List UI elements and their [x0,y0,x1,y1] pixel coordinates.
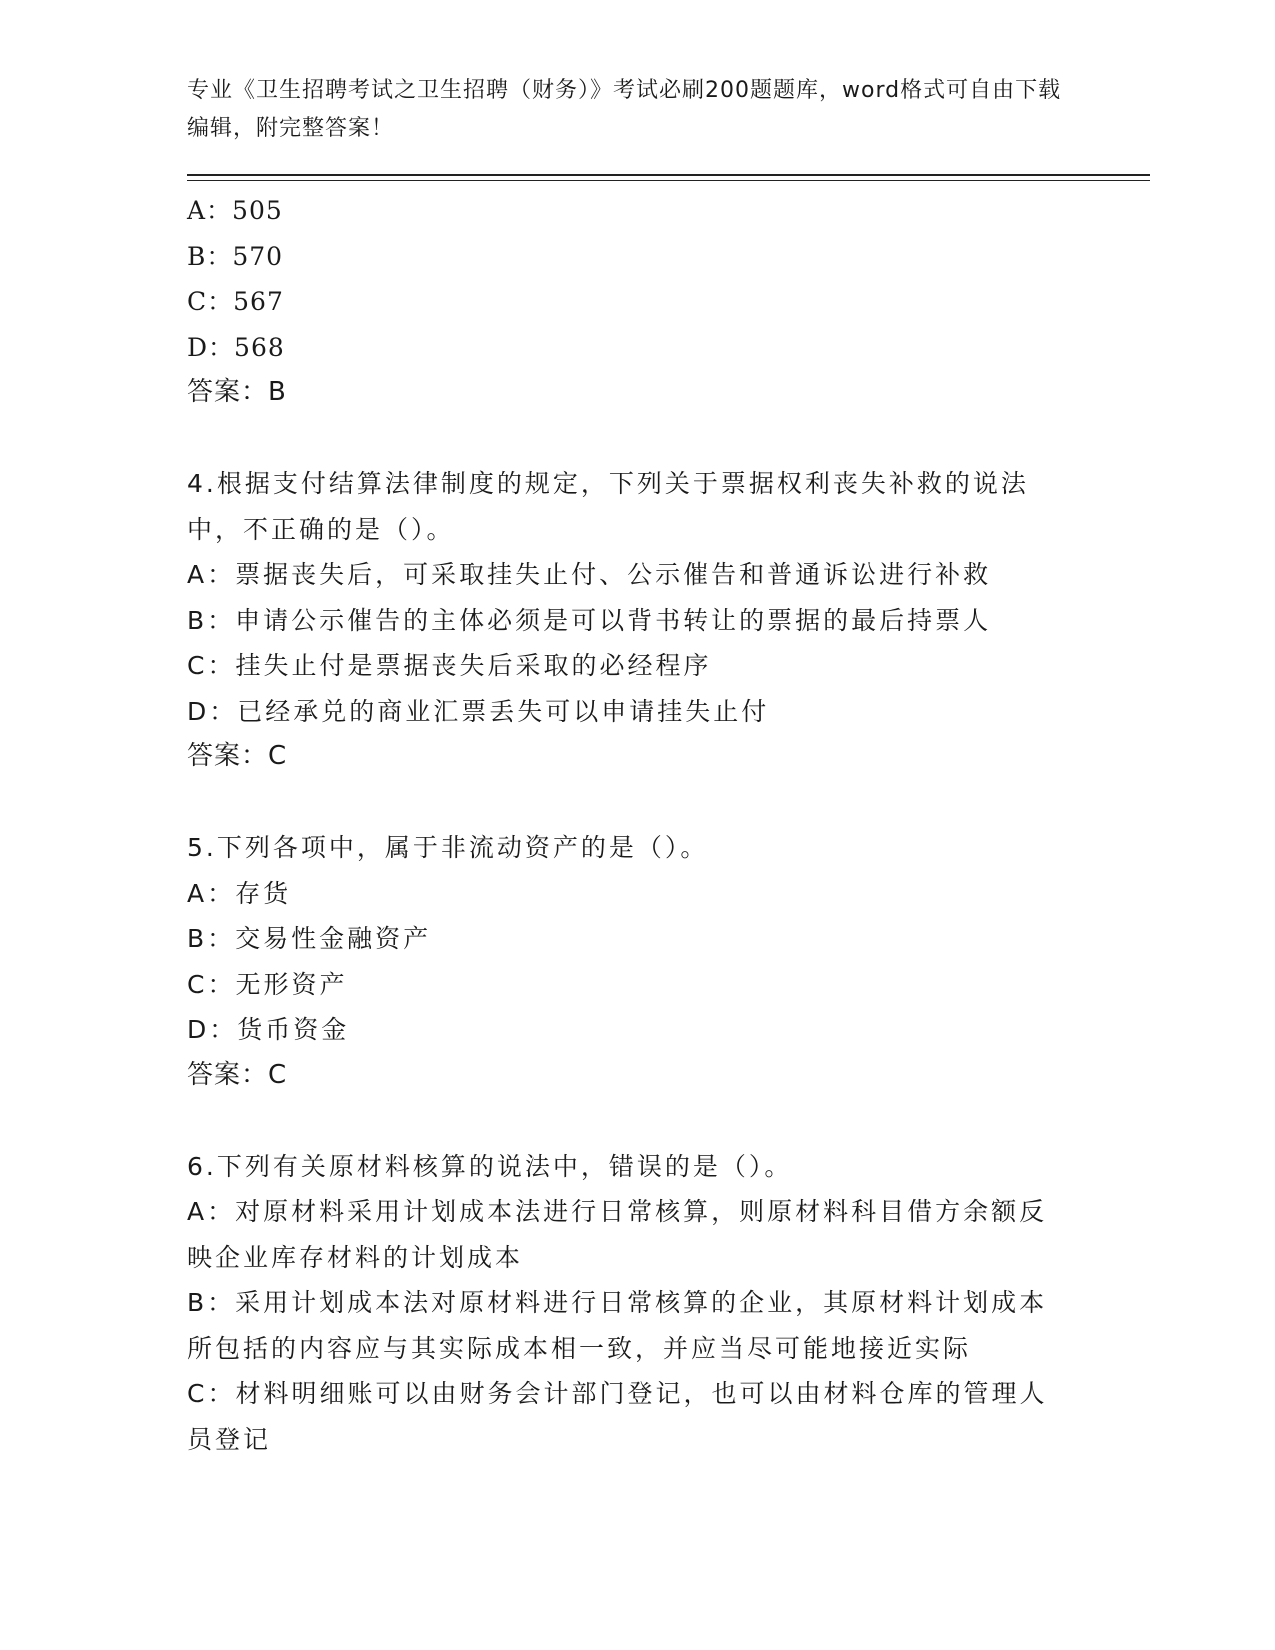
spacer [187,1098,1087,1144]
option-a: A：票据丧失后，可采取挂失止付、公示催告和普通诉讼进行补救 [187,560,992,589]
question-3-continued [187,188,1087,416]
question-stem: 6.下列有关原材料核算的说法中，错误的是（）。 [187,1151,793,1181]
option-c: C：无形资产 [187,969,348,999]
spacer [187,780,1087,826]
option-c-line: C：材料明细账可以由财务会计部门登记，也可以由材料仓库的管理人 [187,1379,1048,1408]
question-4 [187,461,1087,780]
answer-line: 答案：C [187,741,288,771]
option-a-line: A：对原材料采用计划成本法进行日常核算，则原材料科目借方余额反 [187,1197,1048,1226]
option-b: B：交易性金融资产 [187,924,432,953]
spacer [187,416,1087,462]
question-5 [187,825,1087,1098]
page-header-title: 专业《卫生招聘考试之卫生招聘（财务）》考试必刷200题题库，word格式可自由下载编辑，附完整答案！ [187,78,1062,141]
answer-line: 答案：B [187,377,287,407]
option-b: B：申请公示催告的主体必须是可以背书转让的票据的最后持票人 [187,605,992,635]
header-divider-thin [187,180,1150,181]
option-a: A：505 [187,196,283,225]
option-b: B：570 [187,241,284,271]
option-c: C：挂失止付是票据丧失后采取的必经程序 [187,651,712,680]
question-stem: 5.下列各项中，属于非流动资产的是（）。 [187,833,709,862]
option-c-line: 员登记 [187,1424,272,1454]
option-b-line: 所包括的内容应与其实际成本相一致，并应当尽可能地接近实际 [187,1333,972,1363]
question-stem-line: 4.根据支付结算法律制度的规定，下列关于票据权利丧失补救的说法 [187,469,1029,498]
option-c: C：567 [187,287,284,316]
question-list [187,188,1087,1462]
question-6 [187,1144,1087,1463]
option-d: D：已经承兑的商业汇票丢失可以申请挂失止付 [187,696,770,726]
question-stem-line: 中，不正确的是（）。 [187,514,455,544]
option-d: D：货币资金 [187,1015,350,1044]
option-d: D：568 [187,332,285,362]
option-a: A：存货 [187,878,292,908]
header-divider-thick [187,174,1150,176]
option-b-line: B：采用计划成本法对原材料进行日常核算的企业，其原材料计划成本 [187,1288,1048,1317]
answer-line: 答案：C [187,1059,288,1090]
option-a-line: 映企业库存材料的计划成本 [187,1242,524,1272]
